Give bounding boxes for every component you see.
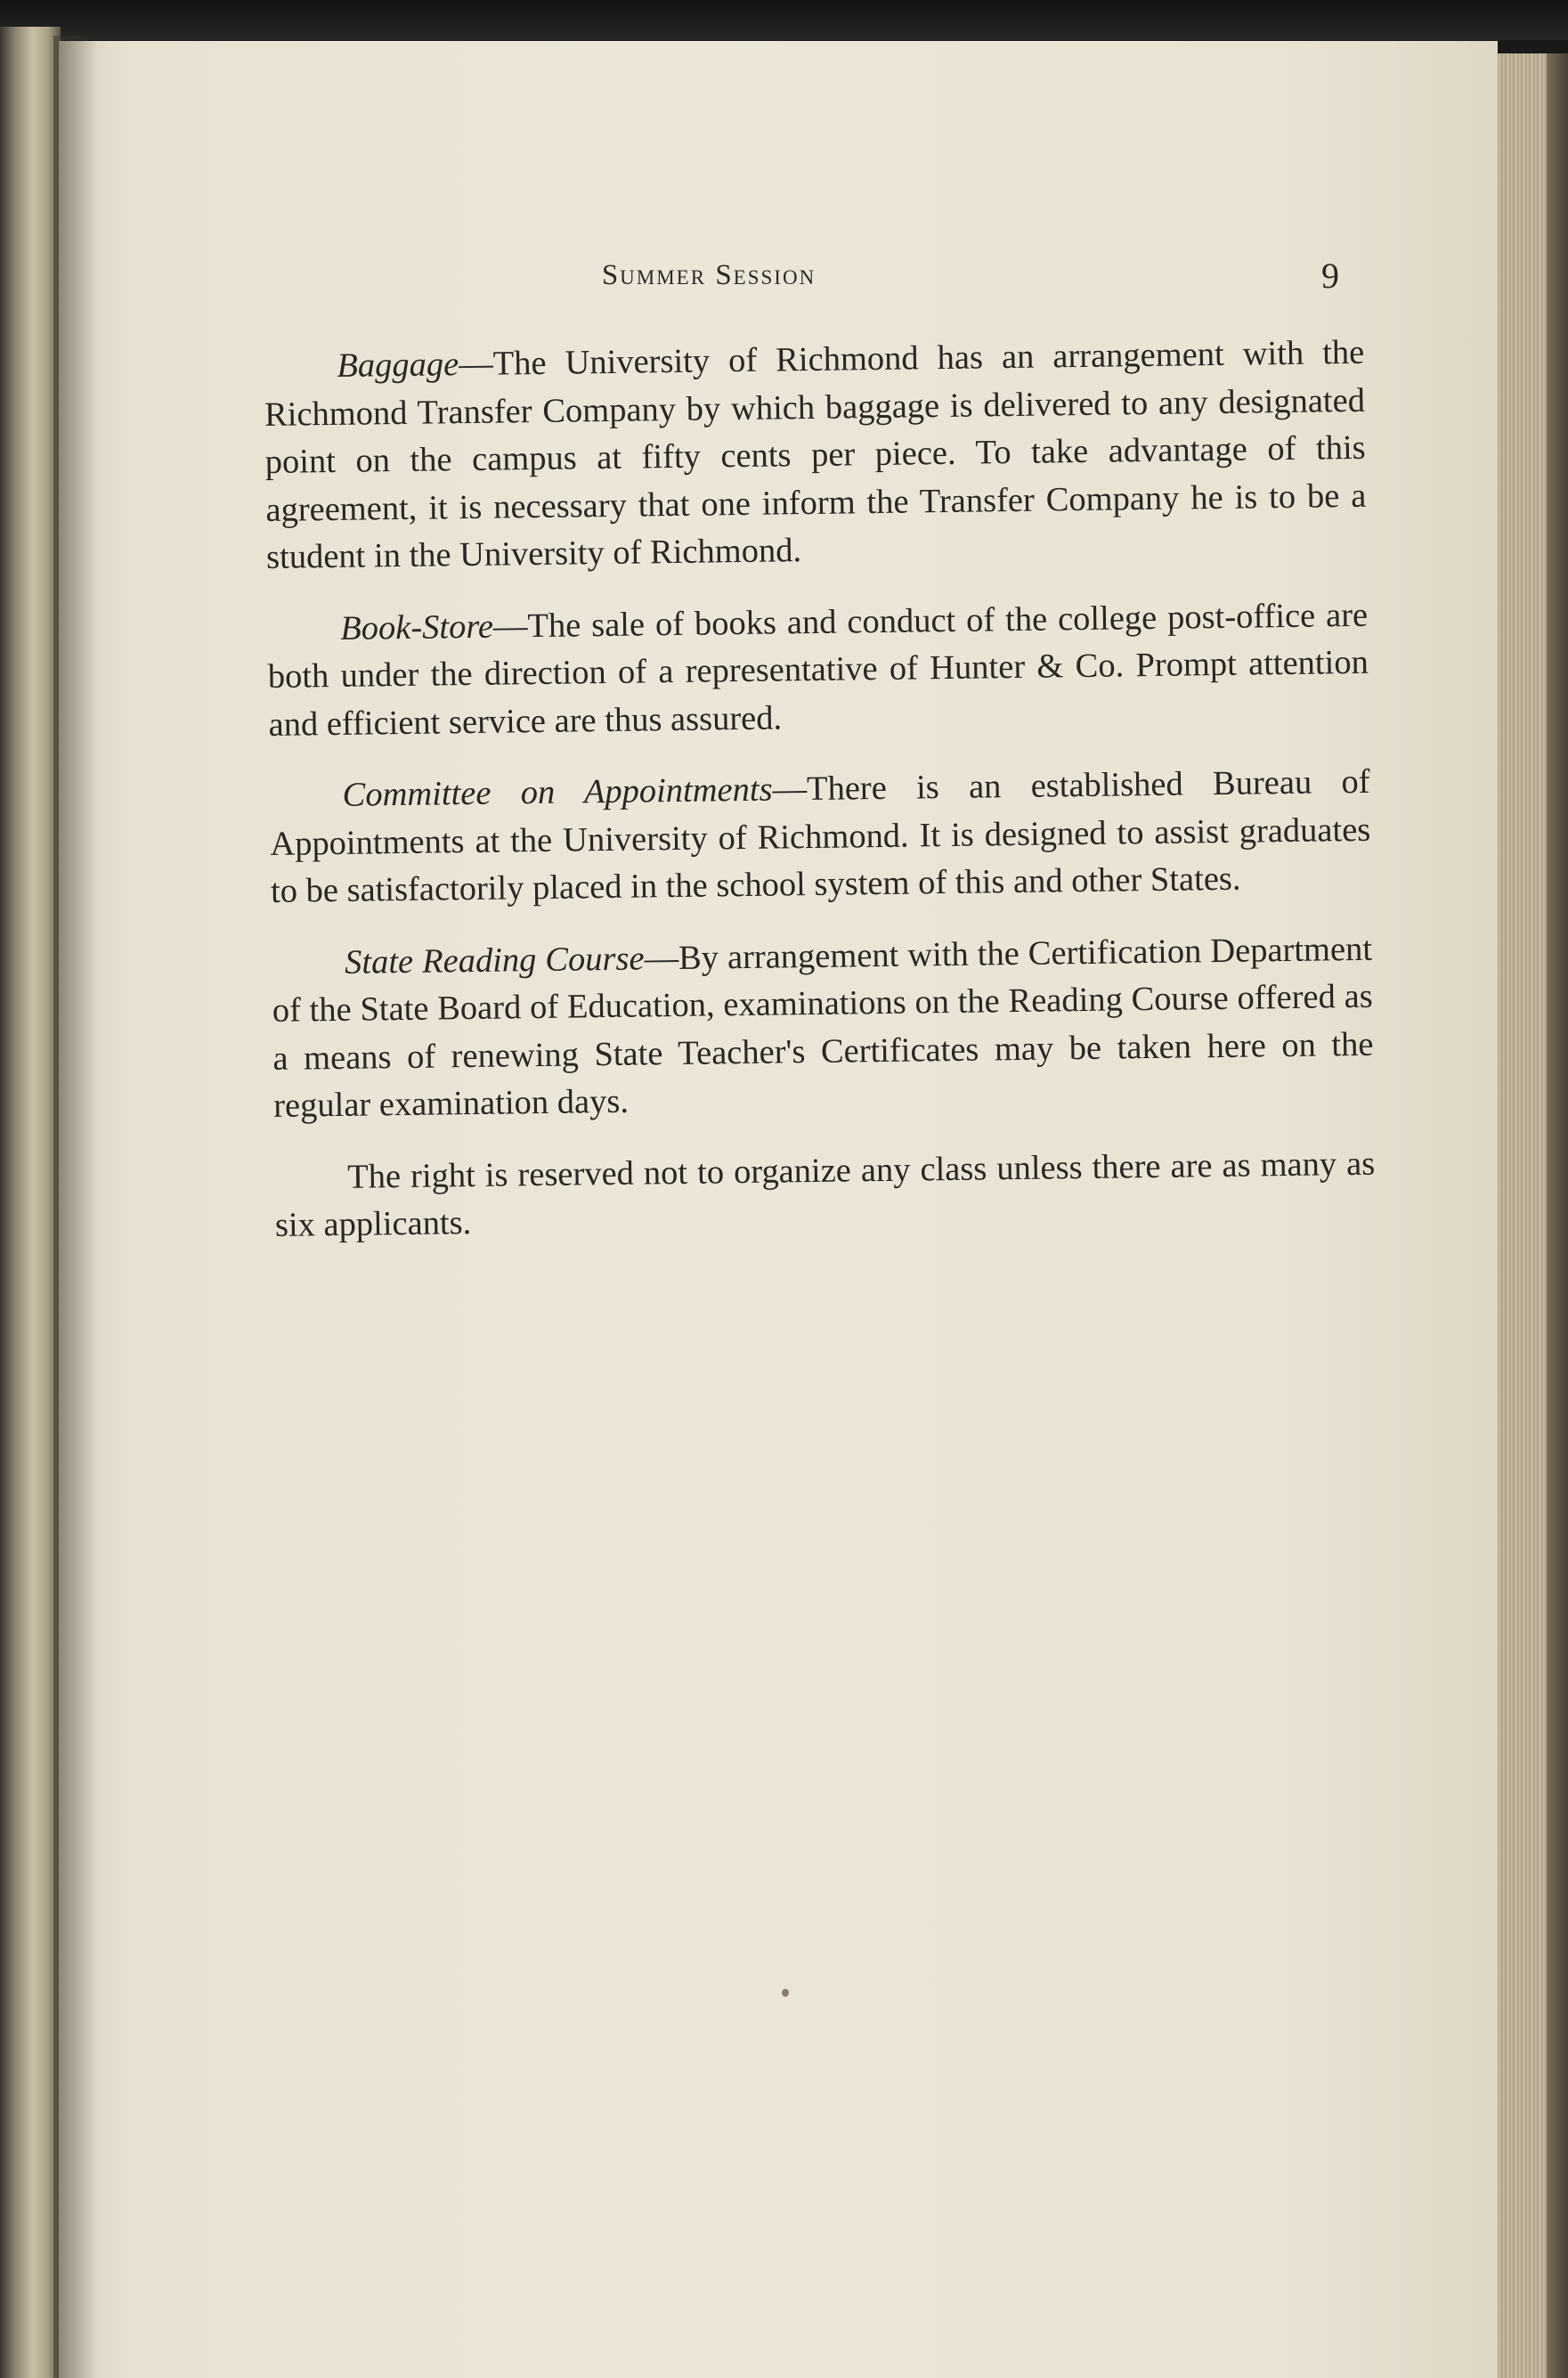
paragraph-book-store [267,591,1369,749]
page-body [264,330,1377,1275]
paragraph-lead: Baggage [337,346,459,385]
scan-top-edge [0,0,1568,40]
paragraph-text: —By arrangement with the Certification Department of the State Board of Education, examinations on the Reading Course offered as a means of renewing State Teacher's Certificates may be taken here on the regular examination days. [272,930,1374,1125]
paragraph-text: —The University of Richmond has an arrangement with the Richmond Transfer Company by which baggage is delivered to any designated point on the campus at fifty cents per piece. To take advantage of this agreement, it is necessary that one inform the Transfer Company he is to be a student in the University of Richmond. [264,333,1367,576]
book-cover-left [0,27,61,2378]
paragraph-baggage [264,330,1367,582]
paragraph-committee-on-appointments [269,759,1371,916]
paragraph-text: —There is an established Bureau of Appointments at the University of Richmond. It is designed to assist graduates to be satisfactorily placed in the school system of this and other States. [270,762,1371,910]
paragraph-lead: State Reading Course [344,939,645,981]
paper-blemish [782,1989,789,1997]
page-number: 9 [1321,256,1339,296]
paragraph-text: The right is reserved not to organize any class unless there are as many as six applicants. [274,1144,1376,1244]
running-head: Summer Session [601,259,816,291]
book-page [59,41,1498,2378]
page-block-edges [1498,53,1568,2378]
paragraph-lead: Committee on Appointments [342,770,773,814]
paragraph-text: —The sale of books and conduct of the college post-office are both under the direction of a representative of Hunter & Co. Prompt attention and efficient service are thus assured. [267,596,1369,744]
gutter-shadow [53,36,98,2378]
paragraph-state-reading-course [272,925,1375,1130]
paragraph-lead: Book-Store [339,607,494,647]
paragraph-class-reservation [274,1140,1376,1250]
